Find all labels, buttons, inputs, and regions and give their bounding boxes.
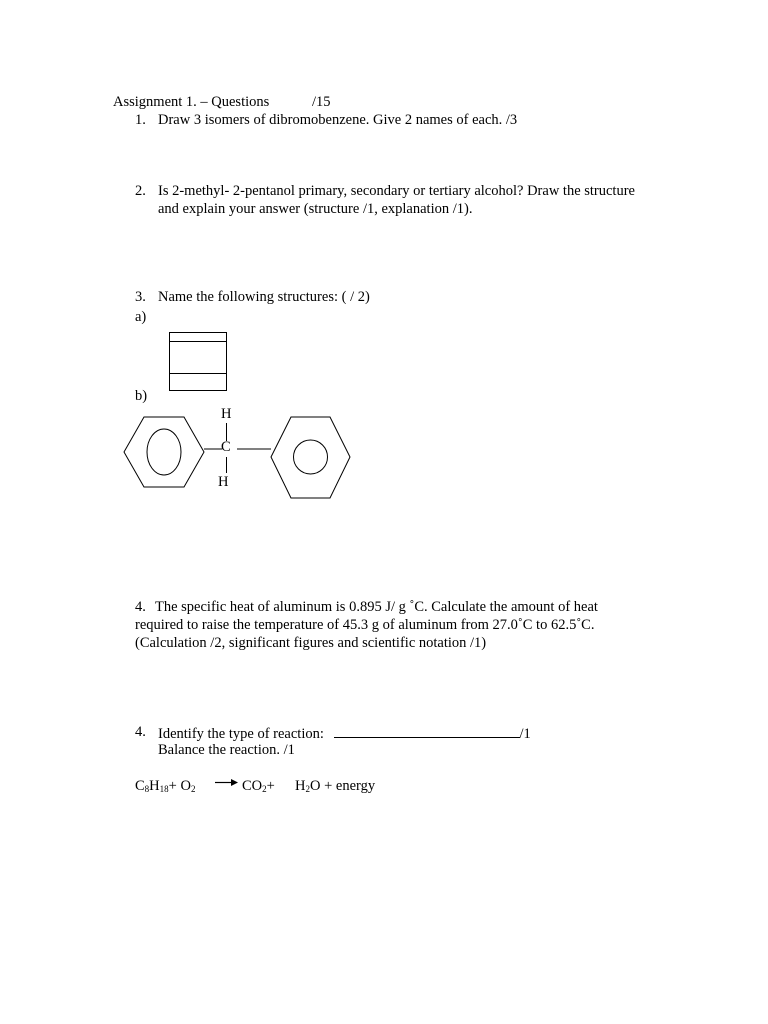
atom-h-top: H (221, 406, 232, 422)
atom-h-bottom: H (218, 474, 229, 490)
q2-number: 2. (135, 183, 146, 199)
equation-h2o: $H_2O$ + energy (295, 778, 376, 794)
assignment-title: Assignment 1. – Questions (113, 94, 270, 110)
equation-reactants: $C_8H_{18}+ O_2$ (135, 778, 196, 794)
reaction-type-label: Identify the type of reaction: (158, 726, 324, 742)
q2-line2: and explain your answer (structure /1, explanation /1). (158, 201, 473, 217)
q3-part-b-label: b) (135, 388, 148, 404)
equation-co2: $CO_2+$ (242, 778, 275, 794)
total-score: /15 (312, 94, 331, 110)
q1-number: 1. (135, 112, 146, 128)
q2-line1: Is 2-methyl- 2-pentanol primary, secondary or tertiary alcohol? Draw the structure (158, 183, 635, 199)
q4-line1: The specific heat of aluminum is 0.895 J/ g ˚C. Calculate the amount of heat (155, 599, 598, 615)
q3-number: 3. (135, 289, 146, 305)
q5-number: 4. (135, 724, 146, 740)
q5-line2: Balance the reaction. /1 (158, 742, 295, 758)
q3-part-a-label: a) (135, 309, 147, 325)
q3-text: Name the following structures: ( / 2) (158, 289, 370, 305)
q1-text: Draw 3 isomers of dibromobenzene. Give 2 names of each. /3 (158, 112, 518, 128)
q4-number: 4. (135, 599, 146, 615)
atom-c: C (221, 439, 231, 455)
q4-line3: (Calculation /2, significant figures and scientific notation /1) (135, 635, 487, 651)
reaction-type-score: /1 (519, 726, 531, 742)
q4-line2: required to raise the temperature of 45.3 g of aluminum from 27.0˚C to 62.5˚C. (135, 617, 595, 633)
